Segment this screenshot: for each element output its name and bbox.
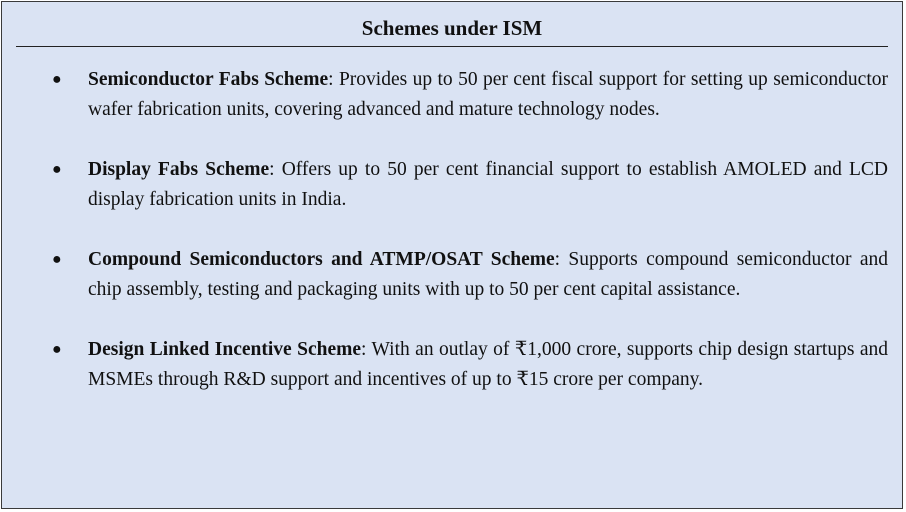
list-item [52, 245, 888, 305]
scheme-description: : Supports compound semiconductor and chip assembly, testing and packaging units with up to 50 per cent capital assistance. [88, 249, 888, 300]
bullet-icon: ● [52, 71, 62, 88]
bullet-icon: ● [52, 251, 62, 268]
bullet-icon: ● [52, 161, 62, 178]
list-item [52, 335, 888, 395]
box-title: Schemes under ISM [361, 16, 543, 40]
scheme-name: Display Fabs Scheme [88, 159, 270, 180]
schemes-box [1, 1, 903, 509]
scheme-name: Design Linked Incentive Scheme [88, 339, 362, 360]
scheme-description: : Provides up to 50 per cent fiscal support for setting up semiconductor wafer fabrication units, covering advanced and mature technology nodes. [88, 69, 889, 120]
title-divider [16, 46, 888, 47]
list-item [52, 155, 888, 215]
bullet-icon: ● [52, 341, 62, 358]
scheme-name: Compound Semiconductors and ATMP/OSAT Scheme [88, 249, 555, 270]
scheme-list [2, 65, 902, 425]
list-item [52, 65, 889, 125]
scheme-description: : Offers up to 50 per cent financial support to establish AMOLED and LCD display fabrication units in India. [88, 159, 888, 210]
scheme-description: : With an outlay of ₹1,000 crore, supports chip design startups and MSMEs through R&D support and incentives of up to ₹15 crore per company. [88, 339, 888, 390]
scheme-name: Semiconductor Fabs Scheme [88, 69, 329, 90]
